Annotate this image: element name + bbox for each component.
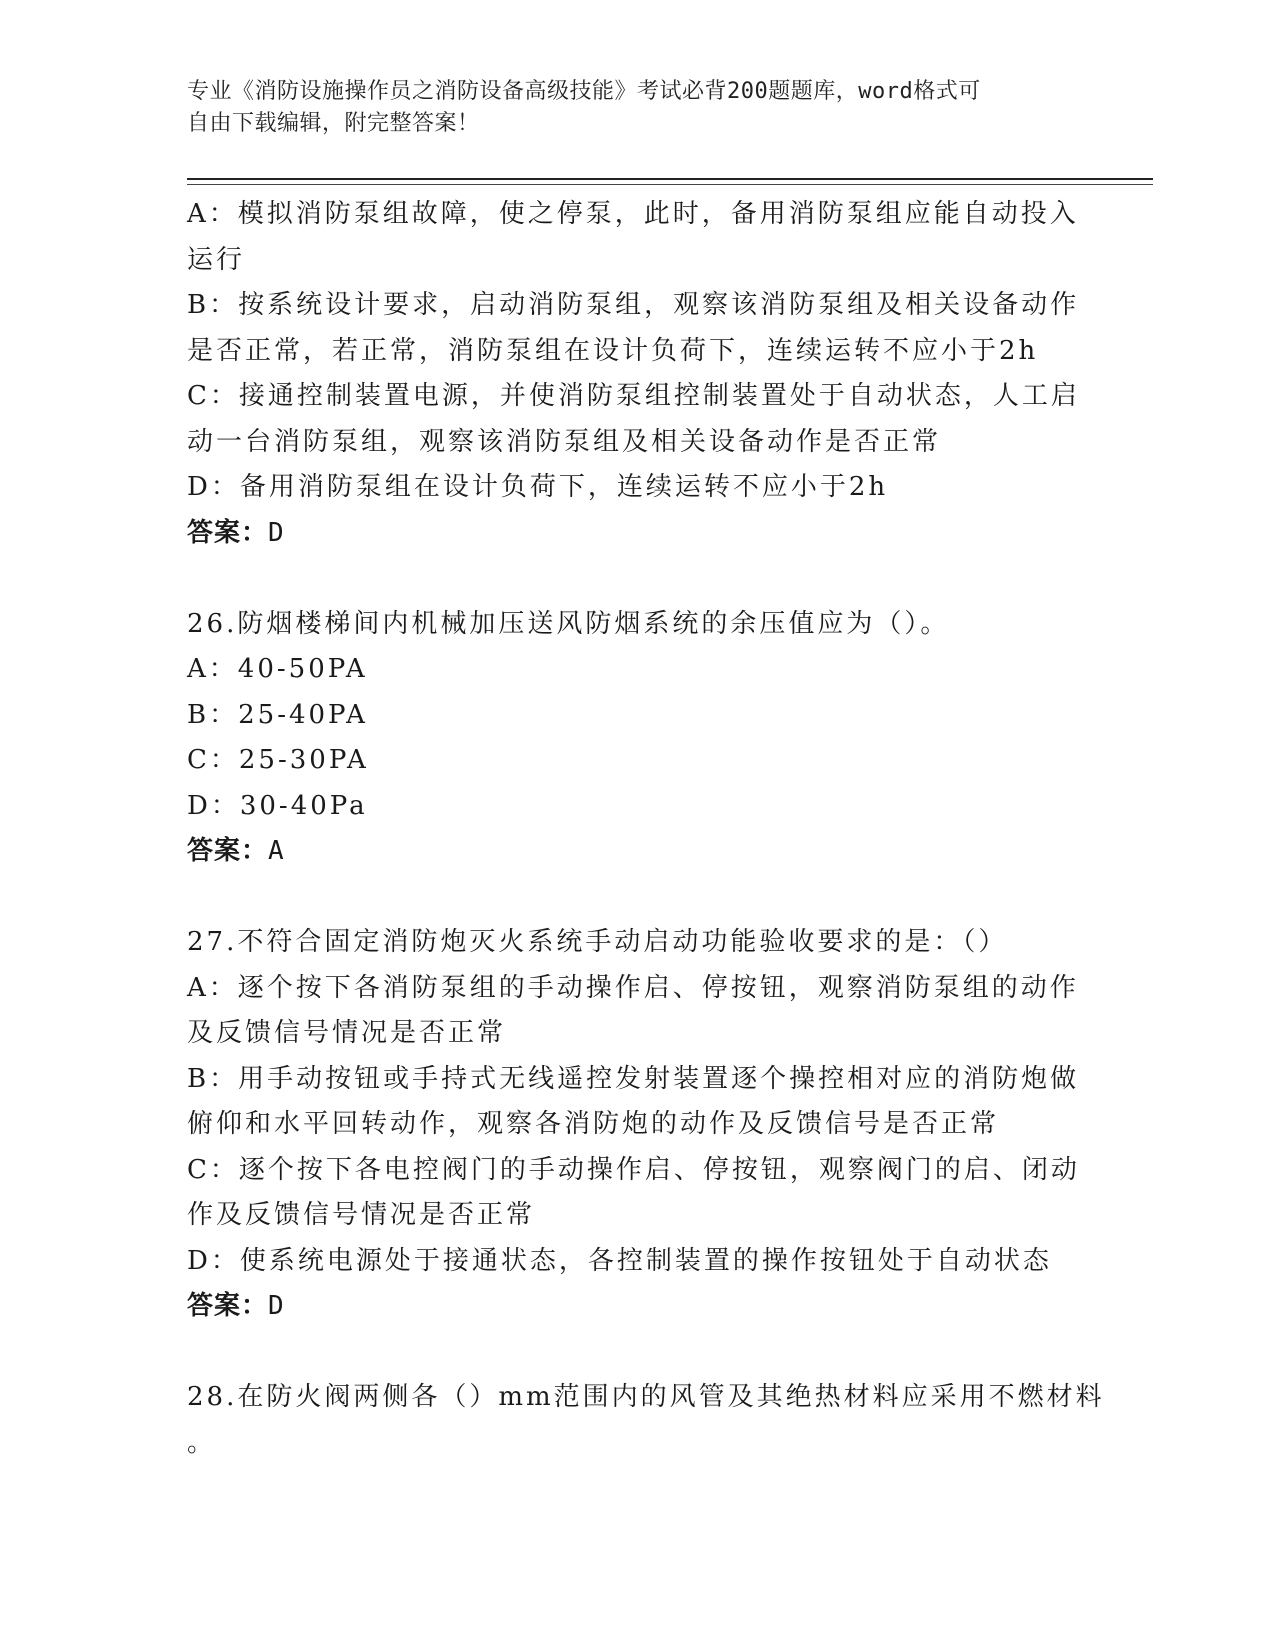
option-b-line-1: B：用手动按钮或手持式无线遥控发射装置逐个操控相对应的消防炮做 [187,1063,1080,1094]
option-a-line-2: 及反馈信号情况是否正常 [187,1018,507,1048]
question-list [187,192,1105,1466]
option-d-line-1: D：备用消防泵组在设计负荷下，连续运转不应小于2h [187,472,889,502]
option-d: D：30-40Pa [187,790,368,821]
question-27 [187,920,1087,1330]
option-c-line-2: 动一台消防泵组，观察该消防泵组及相关设备动作是否正常 [187,426,942,457]
answer [187,511,1087,557]
header-divider-thin [187,184,1153,185]
option-c-line-1: C：逐个按下各电控阀门的手动操作启、停按钮，观察阀门的启、闭动 [187,1154,1080,1185]
option-c: C：25-30PA [187,745,369,775]
spacer [187,875,1087,921]
option-c-line-1: C：接通控制装置电源，并使消防泵组控制装置处于自动状态，人工启 [187,381,1080,411]
question-26 [187,602,1087,875]
option-b-line-1: B：按系统设计要求，启动消防泵组，观察该消防泵组及相关设备动作 [187,290,1080,320]
answer [187,829,1087,875]
option-a-line-1: A：模拟消防泵组故障，使之停泵，此时，备用消防泵组应能自动投入 [187,199,1079,229]
header-line-2: 自由下载编辑，附完整答案！ [187,111,480,136]
option-a-line-1: A：逐个按下各消防泵组的手动操作启、停按钮，观察消防泵组的动作 [187,972,1079,1003]
question-stem: 27.不符合固定消防炮灭火系统手动启动功能验收要求的是：（） [187,927,1008,957]
answer-value: D [268,517,285,548]
document-header [187,76,1087,140]
answer-label: 答案： [187,517,269,548]
answer-label: 答案： [187,1291,269,1321]
header-line-1: 专业《消防设施操作员之消防设备高级技能》考试必背200题题库，word格式可 [187,79,981,104]
answer [187,1284,1087,1330]
answer-value: D [268,1291,285,1321]
option-c-line-2: 作及反馈信号情况是否正常 [187,1200,536,1230]
question-stem-line-1: 28.在防火阀两侧各（）mm范围内的风管及其绝热材料应采用不燃材料 [187,1382,1105,1412]
option-a-line-2: 运行 [187,244,246,275]
question-25 [187,192,1087,556]
spacer [187,556,1087,602]
spacer [187,1330,1087,1376]
option-b-line-2: 俯仰和水平回转动作，观察各消防炮的动作及反馈信号是否正常 [187,1109,1000,1139]
option-b: B：25-40PA [187,699,368,730]
question-28 [187,1375,1105,1466]
option-b-line-2: 是否正常，若正常，消防泵组在设计负荷下，连续运转不应小于2h [187,335,1039,366]
answer-label: 答案： [187,836,269,866]
answer-value: A [268,836,285,866]
option-d-line-1: D：使系统电源处于接通状态，各控制装置的操作按钮处于自动状态 [187,1245,1052,1276]
question-stem-line-2: 。 [187,1427,217,1458]
header-divider-thick [187,178,1153,180]
option-a: A：40-50PA [187,654,368,684]
question-stem: 26.防烟楼梯间内机械加压送风防烟系统的余压值应为（）。 [187,608,950,639]
